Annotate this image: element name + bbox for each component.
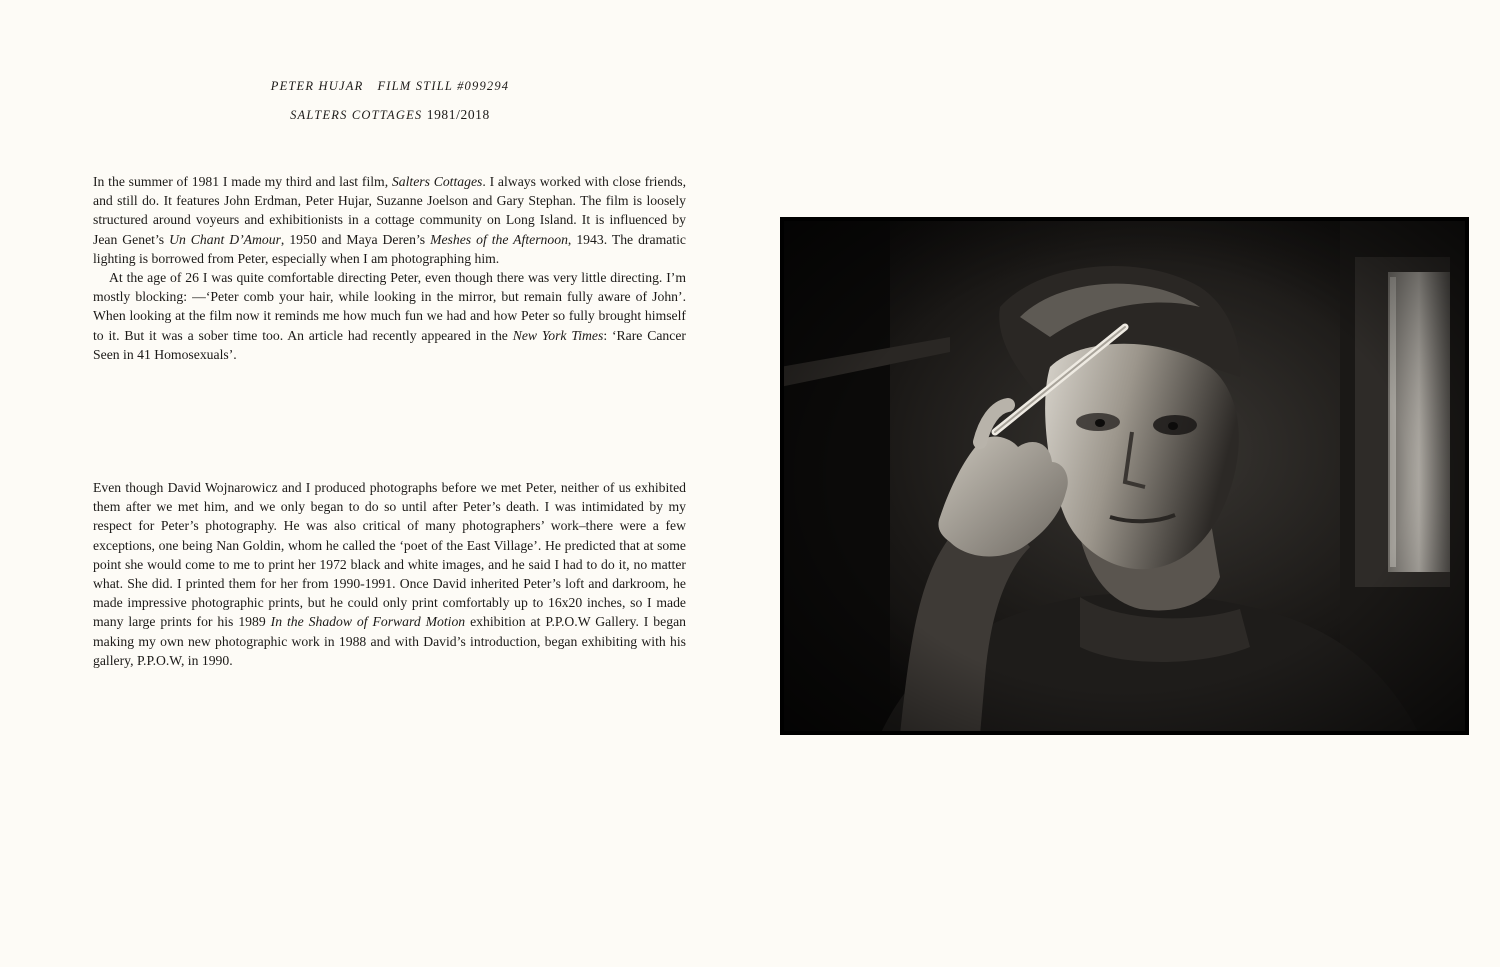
essay-block-1 bbox=[93, 172, 686, 364]
caption-line-1 bbox=[0, 79, 780, 94]
exhibition-title: In the Shadow of Forward Motion bbox=[270, 614, 466, 630]
text-run: , 1943. The dramatic lighting is borrowed from Peter, especially when I am photographing him. bbox=[93, 231, 686, 266]
essay-block-2 bbox=[93, 478, 686, 670]
film-still-photo bbox=[780, 217, 1469, 735]
caption-title: SALTERS COTTAGES bbox=[290, 108, 423, 122]
film-still-image bbox=[780, 217, 1469, 735]
text-run: exhibition at P.P.O.W Gallery. I began making my own new photographic work in 1988 and with David’s introduction, began exhibiting with his gallery, P.P.O.W, in 1990. bbox=[93, 614, 686, 668]
caption-line-2 bbox=[0, 107, 780, 123]
publication-title: New York Times bbox=[512, 327, 604, 343]
film-title: Un Chant D’Amour bbox=[169, 231, 281, 247]
paragraph-2 bbox=[93, 268, 686, 364]
caption-artist: PETER HUJAR bbox=[270, 79, 364, 93]
paragraph-1 bbox=[93, 172, 686, 268]
paragraph-3 bbox=[93, 478, 686, 670]
caption-film-still: FILM STILL #099294 bbox=[377, 79, 510, 93]
text-run: : ‘Rare Cancer Seen in 41 Homosexuals’. bbox=[93, 327, 686, 362]
text-run: In the summer of 1981 I made my third and last film, bbox=[93, 174, 392, 189]
caption-year: 1981/2018 bbox=[426, 107, 490, 122]
text-run: . I always worked with close friends, and still do. It features John Erdman, Peter Hujar, Suzanne Joelson and Gary Stephan. The film is loosely structured around voyeurs and exhibitionists in a cottage community on Long Island. It is influenced by Jean Genet’s bbox=[93, 174, 686, 247]
text-run: , 1950 and Maya Deren’s bbox=[280, 231, 431, 247]
film-title: Salters Cottages bbox=[391, 174, 483, 189]
text-run: At the age of 26 I was quite comfortable directing Peter, even though there was very little directing. I’m mostly blocking: —‘Peter comb your hair, while looking in the mirror, but remain fully aware of John’. When looking at the film now it reminds me how much fun we had and how Peter so fully brought himself to it. But it was a sober time too. An article had recently appeared in the bbox=[93, 270, 686, 343]
text-run: Even though David Wojnarowicz and I produced photographs before we met Peter, neither of us exhibited them after we met him, and we only began to do so until after Peter’s death. I was intimidated by my respect for Peter’s photography. He was also critical of many photographers’ work–there were a few exceptions, one being Nan Goldin, whom he called the ‘poet of the East Village’. He predicted that at some point she would come to me to print her 1972 black and white images, and he said I had to do it, no matter what. She did. I printed them for her from 1990-1991. Once David inherited Peter’s loft and darkroom, he made impressive photographic prints, but he could only print comfortably up to 16x20 inches, so I made many large prints for his 1989 bbox=[93, 480, 686, 630]
film-title: Meshes of the Afternoon bbox=[430, 231, 568, 247]
